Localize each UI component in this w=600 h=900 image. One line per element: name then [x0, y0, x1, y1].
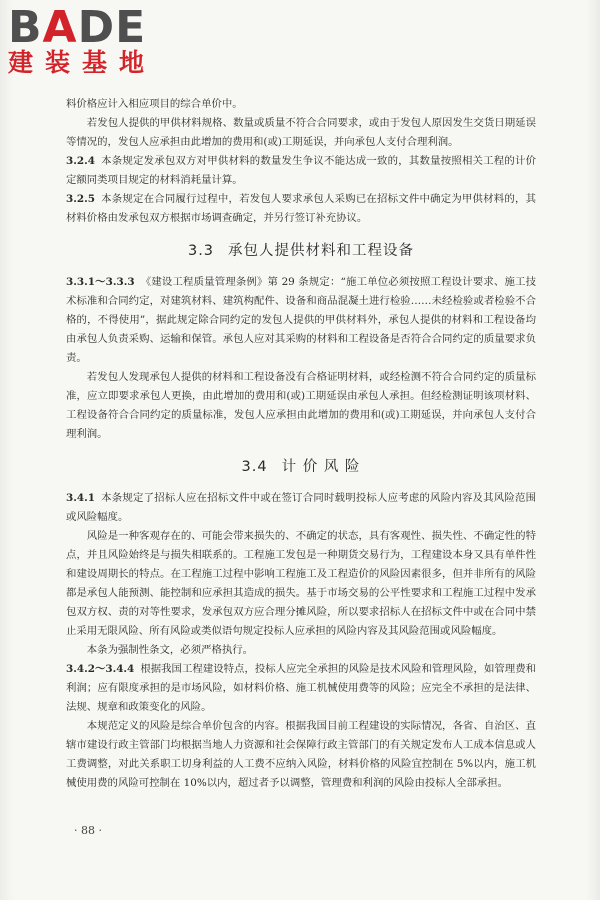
paragraph: 3.3.1～3.3.3 《建设工程质量管理条例》第 29 条规定：“施工单位必须按照工程设计要求、施工技术标准和合同约定，对建筑材料、建筑构配件、设备和商品混凝土进行检验……未经检验或者检验不合格的，不得使用”，据此规定除合同约定的发包人提供的甲供材料外，承包人提供的材料和工程设备均由承包人负责采购、运输和保管。承包人应对其采购的材料和工程设备是否符合合同约定的质量要求负责。	[66, 276, 536, 364]
paragraph-group-3-3	[66, 273, 536, 444]
paragraph: 3.4.2～3.4.4 根据我国工程建设特点，投标人应完全承担的风险是技术风险和管理风险，如管理费和利润；应有限度承担的是市场风险，如材料价格、施工机械使用费等的风险；应完全不承担的是法律、法规、规章和政策变化的风险。	[66, 663, 536, 713]
paragraph: 3.4.1 本条规定了招标人应在招标文件中或在签订合同时载明投标人应考虑的风险内容及其风险范围或风险幅度。	[66, 492, 536, 523]
paragraph: 3.2.4 本条规定发承包双方对甲供材料的数量发生争议不能达成一致的，其数量按照相关工程的计价定额同类项目规定的材料消耗量计算。	[66, 155, 536, 186]
clause-number: 3.4.1	[66, 492, 95, 504]
clause-number: 3.3.1～3.3.3	[66, 276, 135, 288]
page-number: · 88 ·	[74, 824, 102, 837]
section-heading	[66, 458, 536, 477]
logo	[8, 2, 178, 78]
paragraph: 3.2.5 本条规定在合同履行过程中，若发包人要求承包人采购已在招标文件中确定为甲供材料的，其材料价格由发承包双方根据市场调查确定，并另行签订补充协议。	[66, 193, 536, 224]
paragraph: 料价格应计入相应项目的综合单价中。	[66, 98, 243, 110]
paragraph: 本规范定义的风险是综合单价包含的内容。根据我国目前工程建设的实际情况，各省、自治区、直辖市建设行政主管部门均根据当地人力资源和社会保障行政主管部门的有关规定发布人工成本信息或人工费调整，对此关系职工切身利益的人工费不应纳入风险，材料价格的风险宜控制在 5%以内，施工机械使用费的风险可控制在 10%以内，超过者予以调整，管理费和利润的风险由投标人全部承担。	[66, 720, 536, 789]
paragraph-group-3-4	[66, 489, 536, 793]
clause-number: 3.2.5	[66, 193, 95, 205]
clause-number: 3.4.2～3.4.4	[66, 663, 135, 675]
paragraph-group-top	[66, 95, 536, 228]
section-title: 承包人提供材料和工程设备	[228, 243, 415, 259]
section-heading	[66, 242, 536, 261]
paragraph: 本条为强制性条文，必须严格执行。	[86, 644, 254, 656]
paragraph: 若发包人发现承包人提供的材料和工程设备没有合格证明材料，或经检测不符合合同约定的质量标准，应立即要求承包人更换，由此增加的费用和(或)工期延误由承包人承担。但经检测证明该项材料、工程设备符合合同约定的质量标准，发包人应承担由此增加的费用和(或)工期延误，并向承包人支付合理利润。	[66, 371, 536, 440]
paragraph: 风险是一种客观存在的、可能会带来损失的、不确定的状态，具有客观性、损失性、不确定性的特点，并且风险始终是与损失相联系的。工程施工发包是一种期货交易行为，工程建设本身又具有单件性和建设周期长的特点。在工程施工过程中影响工程施工及工程造价的风险因素很多，但并非所有的风险都是承包人能预测、能控制和应承担其造成的损失。基于市场交易的公平性要求和工程施工过程中发承包双方权、责的对等性要求，发承包双方应合理分摊风险，所以要求招标人在招标文件中或在合同中禁止采用无限风险、所有风险或类似语句规定投标人应承担的风险内容及其风险范围或风险幅度。	[66, 530, 536, 637]
clause-number: 3.2.4	[66, 155, 95, 167]
section-number: 3.4	[241, 459, 268, 475]
logo-brand: BADE	[8, 2, 147, 53]
paragraph: 若发包人提供的甲供材料规格、数量或质量不符合合同要求，或由于发包人原因发生交货日期延误等情况的，发包人应承担由此增加的费用和(或)工期延误，并向承包人支付合理利润。	[66, 117, 536, 148]
section-title: 计 价 风 险	[281, 459, 361, 475]
section-number: 3.3	[187, 243, 215, 259]
page-content	[66, 95, 536, 793]
logo-subtitle: 建装基地	[8, 48, 157, 77]
